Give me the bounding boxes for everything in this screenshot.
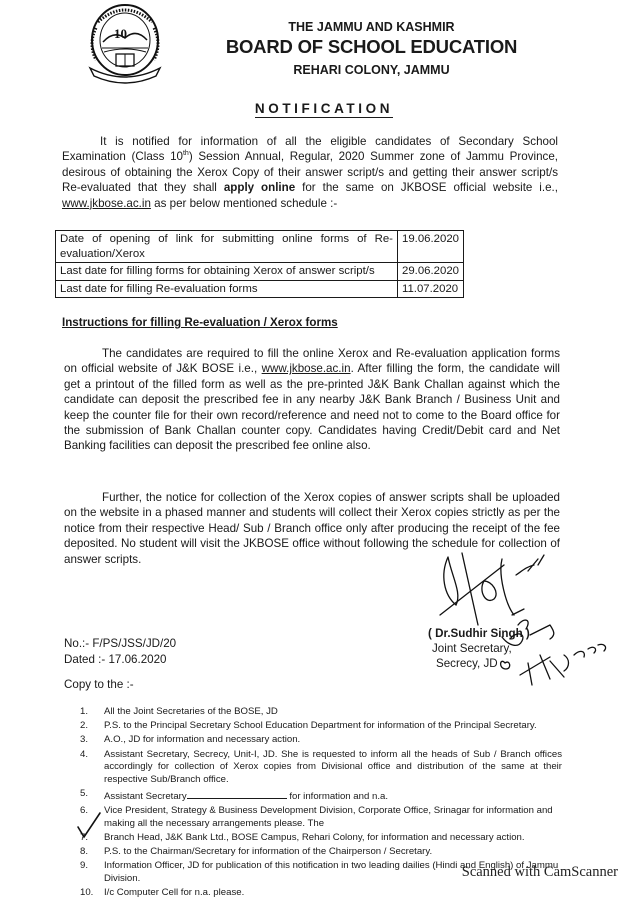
table-row — [56, 263, 464, 281]
signatory-office: Secrecy, JD — [436, 657, 498, 670]
reference-date: Dated :- 17.06.2020 — [64, 653, 167, 666]
instructions-heading: Instructions for filling Re-evaluation / Xerox forms — [62, 316, 338, 329]
list-item: 8. P.S. to the Chairman/Secretary for information of the Chairperson / Secretary. — [80, 846, 433, 858]
header-address: REHARI COLONY, JAMMU — [293, 63, 450, 77]
list-item: 2. P.S. to the Principal Secretary School Education Department for information of the Principal Secretary. — [80, 720, 537, 732]
table-row — [56, 231, 464, 263]
website-link[interactable]: www.jkbose.ac.in — [261, 362, 351, 376]
instructions-paragraph-2: Further, the notice for collection of the Xerox copies of answer scripts shall be uploaded on the website in a phased manner and students will collect their Xerox copies strictly as per the notice from their respective Head/ Sub / Branch office only after producing the receipt of the fee deposited. No student will visit the JKBOSE office without following the schedule for collection of answer scripts. — [64, 491, 560, 566]
schedule-table — [55, 230, 464, 298]
intro-paragraph: It is notified for information of all the eligible candidates of Secondary School Examination (Class 10th) Session Annual, Regular, 2020 Summer zone of Jammu Province, desirous of obtaining the Xerox Copy of their answer script/s and getting their answer script/s Re-evaluated that they shall apply online for the same on JKBOSE official website i.e., www.jkbose.ac.in as per below mentioned schedule :- — [62, 135, 558, 210]
handwritten-checkmark-icon — [76, 811, 104, 839]
schedule-event: Last date for filling Re-evaluation forms — [56, 280, 398, 298]
list-item: 6. Vice President, Strategy & Business Development Division, Corporate Office, Srinagar for information and making all the necessary arrangements please. The — [80, 805, 553, 829]
signatory-designation: Joint Secretary, — [432, 642, 512, 655]
schedule-event: Last date for filling forms for obtaining Xerox of answer script/s — [56, 263, 398, 281]
handwritten-signature-icon — [400, 545, 628, 695]
list-item: 1. All the Joint Secretaries of the BOSE, JD — [80, 706, 278, 717]
apply-online-emphasis: apply online — [223, 181, 296, 195]
schedule-event: Date of opening of link for submitting online forms of Re-evaluation/Xerox — [56, 231, 398, 263]
schedule-date: 29.06.2020 — [397, 263, 463, 281]
instructions-paragraph-1: The candidates are required to fill the online Xerox and Re-evaluation application forms on official website of J&K BOSE i.e., www.jkbose.ac.in. After filling the form, the candidate will get a printout of the filled form as well as the pre-printed J&K Bank Challan against which the candidate can deposit the prescribed fee in any nearby J&K Bank Branch / Business Unit and keep the counter file for their own record/reference and need not to come to the Board office for the submission of Bank Challan counter copy. Candidates having Credit/Debit card and Net Banking facilities can deposit the prescribed fee online also. — [64, 347, 560, 453]
signatory-name: ( Dr.Sudhir Singh ) — [428, 627, 530, 640]
table-row — [56, 280, 464, 298]
reference-block — [64, 636, 176, 668]
copy-to-heading: Copy to the :- — [64, 678, 134, 691]
list-item: 9. Information Officer, JD for publication of this notification in two leading dailies (Hindi and English) of Jammu Division. — [80, 860, 559, 884]
page-title: NOTIFICATION — [254, 101, 394, 116]
list-item: 7. Branch Head, J&K Bank Ltd., BOSE Campus, Rehari Colony, for information and necessary action. — [80, 831, 525, 843]
camscanner-watermark: Scanned with CamScanner — [461, 864, 618, 880]
list-item: 10. I/c Computer Cell for n.a. please. — [80, 887, 245, 899]
schedule-date: 19.06.2020 — [397, 231, 463, 263]
svg-text:10: 10 — [114, 26, 127, 41]
header-board-name: BOARD OF SCHOOL EDUCATION — [225, 36, 518, 57]
reference-number: No.:- F/PS/JSS/JD/20 — [64, 637, 177, 650]
schedule-date: 11.07.2020 — [397, 280, 463, 298]
list-item: 5. Assistant Secretary for information and n.a. — [80, 787, 388, 802]
blank-fill-line — [187, 788, 287, 799]
website-link[interactable]: www.jkbose.ac.in — [62, 196, 151, 210]
list-item: 4. Assistant Secretary, Secrecy, Unit-I, JD. She is requested to inform all the heads of Sub / Branch offices accordingly for collection of Xerox copies from Divisional office and distribution of the same at their respective Sub/Branch office. — [80, 748, 562, 785]
header-state: THE JAMMU AND KASHMIR — [288, 20, 455, 34]
list-item: 3. A.O., JD for information and necessary action. — [80, 734, 301, 746]
